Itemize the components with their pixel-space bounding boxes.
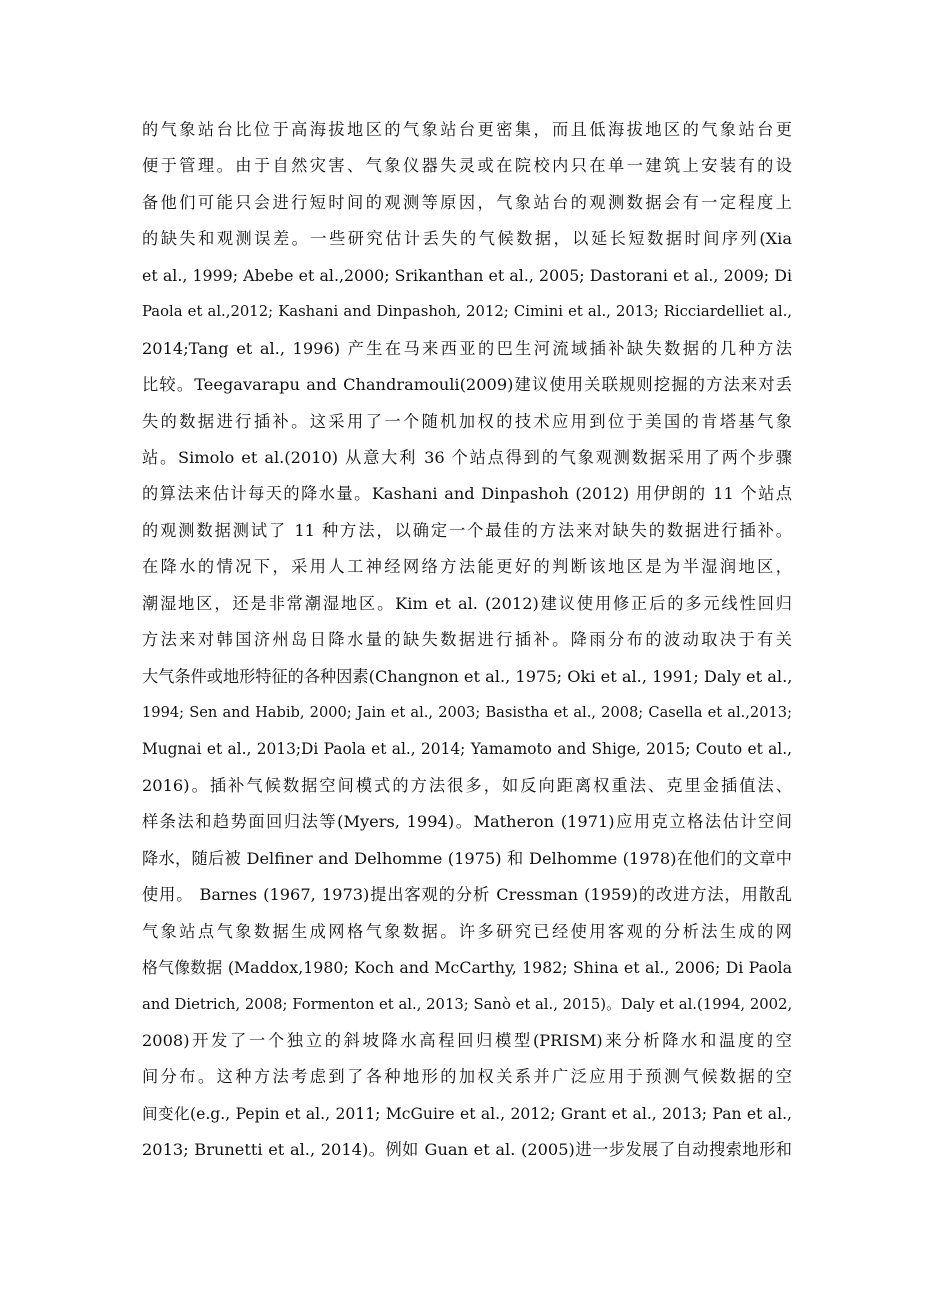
text-line: 在降水的情况下，采用人工神经网络方法能更好的判断该地区是为半湿润地区，: [142, 557, 792, 577]
text-line: 的算法来估计每天的降水量。Kashani and Dinpashoh (2012) 用伊朗的 11 个站点: [142, 484, 792, 504]
text-line: and Dietrich, 2008; Formenton et al., 2013; Sanò et al., 2015)。Daly et al.(1994, 2002,: [142, 995, 792, 1013]
text-line: 的缺失和观测误差。一些研究估计丢失的气候数据，以延长短数据时间序列(Xia: [142, 229, 792, 249]
text-line: 的观测数据测试了 11 种方法，以确定一个最佳的方法来对缺失的数据进行插补。: [142, 520, 792, 540]
text-line: 方法来对韩国济州岛日降水量的缺失数据进行插补。降雨分布的波动取决于有关: [142, 630, 792, 650]
text-line: 使用。 Barnes (1967, 1973)提出客观的分析 Cressman (1959)的改进方法，用散乱: [142, 885, 792, 905]
text-line: 便于管理。由于自然灾害、气象仪器失灵或在院校内只在单一建筑上安装有的设: [142, 156, 792, 176]
text-line: 间分布。这种方法考虑到了各种地形的加权关系并广泛应用于预测气候数据的空: [142, 1067, 792, 1087]
text-line: et al., 1999; Abebe et al.,2000; Srikanthan et al., 2005; Dastorani et al., 2009; Di: [142, 265, 792, 285]
text-line: 失的数据进行插补。这采用了一个随机加权的技术应用到位于美国的肯塔基气象: [142, 411, 792, 431]
text-line: 站。Simolo et al.(2010) 从意大利 36 个站点得到的气象观测数据采用了两个步骤: [142, 447, 792, 467]
text-line: 气象站点气象数据生成网格气象数据。许多研究已经使用客观的分析法生成的网: [142, 921, 792, 941]
text-line: 2016)。插补气候数据空间模式的方法很多，如反向距离权重法、克里金插值法、: [142, 775, 792, 795]
text-line: 备他们可能只会进行短时间的观测等原因，气象站台的观测数据会有一定程度上: [142, 192, 792, 212]
text-line: 格气像数据 (Maddox,1980; Koch and McCarthy, 1982; Shina et al., 2006; Di Paola: [142, 958, 792, 978]
text-line: 大气条件或地形特征的各种因素(Changnon et al., 1975; Oki et al., 1991; Daly et al.,: [142, 666, 792, 686]
text-line: Mugnai et al., 2013;Di Paola et al., 2014; Yamamoto and Shige, 2015; Couto et al.,: [142, 740, 792, 759]
text-line: 2008)开发了一个独立的斜坡降水高程回归模型(PRISM)来分析降水和温度的空: [142, 1030, 792, 1050]
text-line: 1994; Sen and Habib, 2000; Jain et al., 2003; Basistha et al., 2008; Casella et al.,2013;: [142, 704, 792, 721]
text-line: 潮湿地区，还是非常潮湿地区。Kim et al. (2012)建议使用修正后的多元线性回归: [142, 593, 792, 613]
paragraph-text: [142, 112, 792, 1169]
text-line: 2013; Brunetti et al., 2014)。例如 Guan et al. (2005)进一步发展了自动搜索地形和: [142, 1140, 792, 1160]
text-line: 降水，随后被 Delfiner and Delhomme (1975) 和 Delhomme (1978)在他们的文章中: [142, 848, 792, 868]
text-line: 样条法和趋势面回归法等(Myers, 1994)。Matheron (1971)应用克立格法估计空间: [142, 812, 792, 832]
text-line: 间变化(e.g., Pepin et al., 2011; McGuire et al., 2012; Grant et al., 2013; Pan et al.,: [142, 1104, 792, 1123]
text-line: 比较。Teegavarapu and Chandramouli(2009)建议使用关联规则挖掘的方法来对丢: [142, 375, 792, 395]
text-line: Paola et al.,2012; Kashani and Dinpashoh, 2012; Cimini et al., 2013; Ricciardelliet al.,: [142, 303, 792, 321]
text-line: 2014;Tang et al., 1996) 产生在马来西亚的巴生河流域插补缺失数据的几种方法: [142, 338, 792, 358]
text-line: 的气象站台比位于高海拔地区的气象站台更密集，而且低海拔地区的气象站台更: [142, 120, 792, 139]
